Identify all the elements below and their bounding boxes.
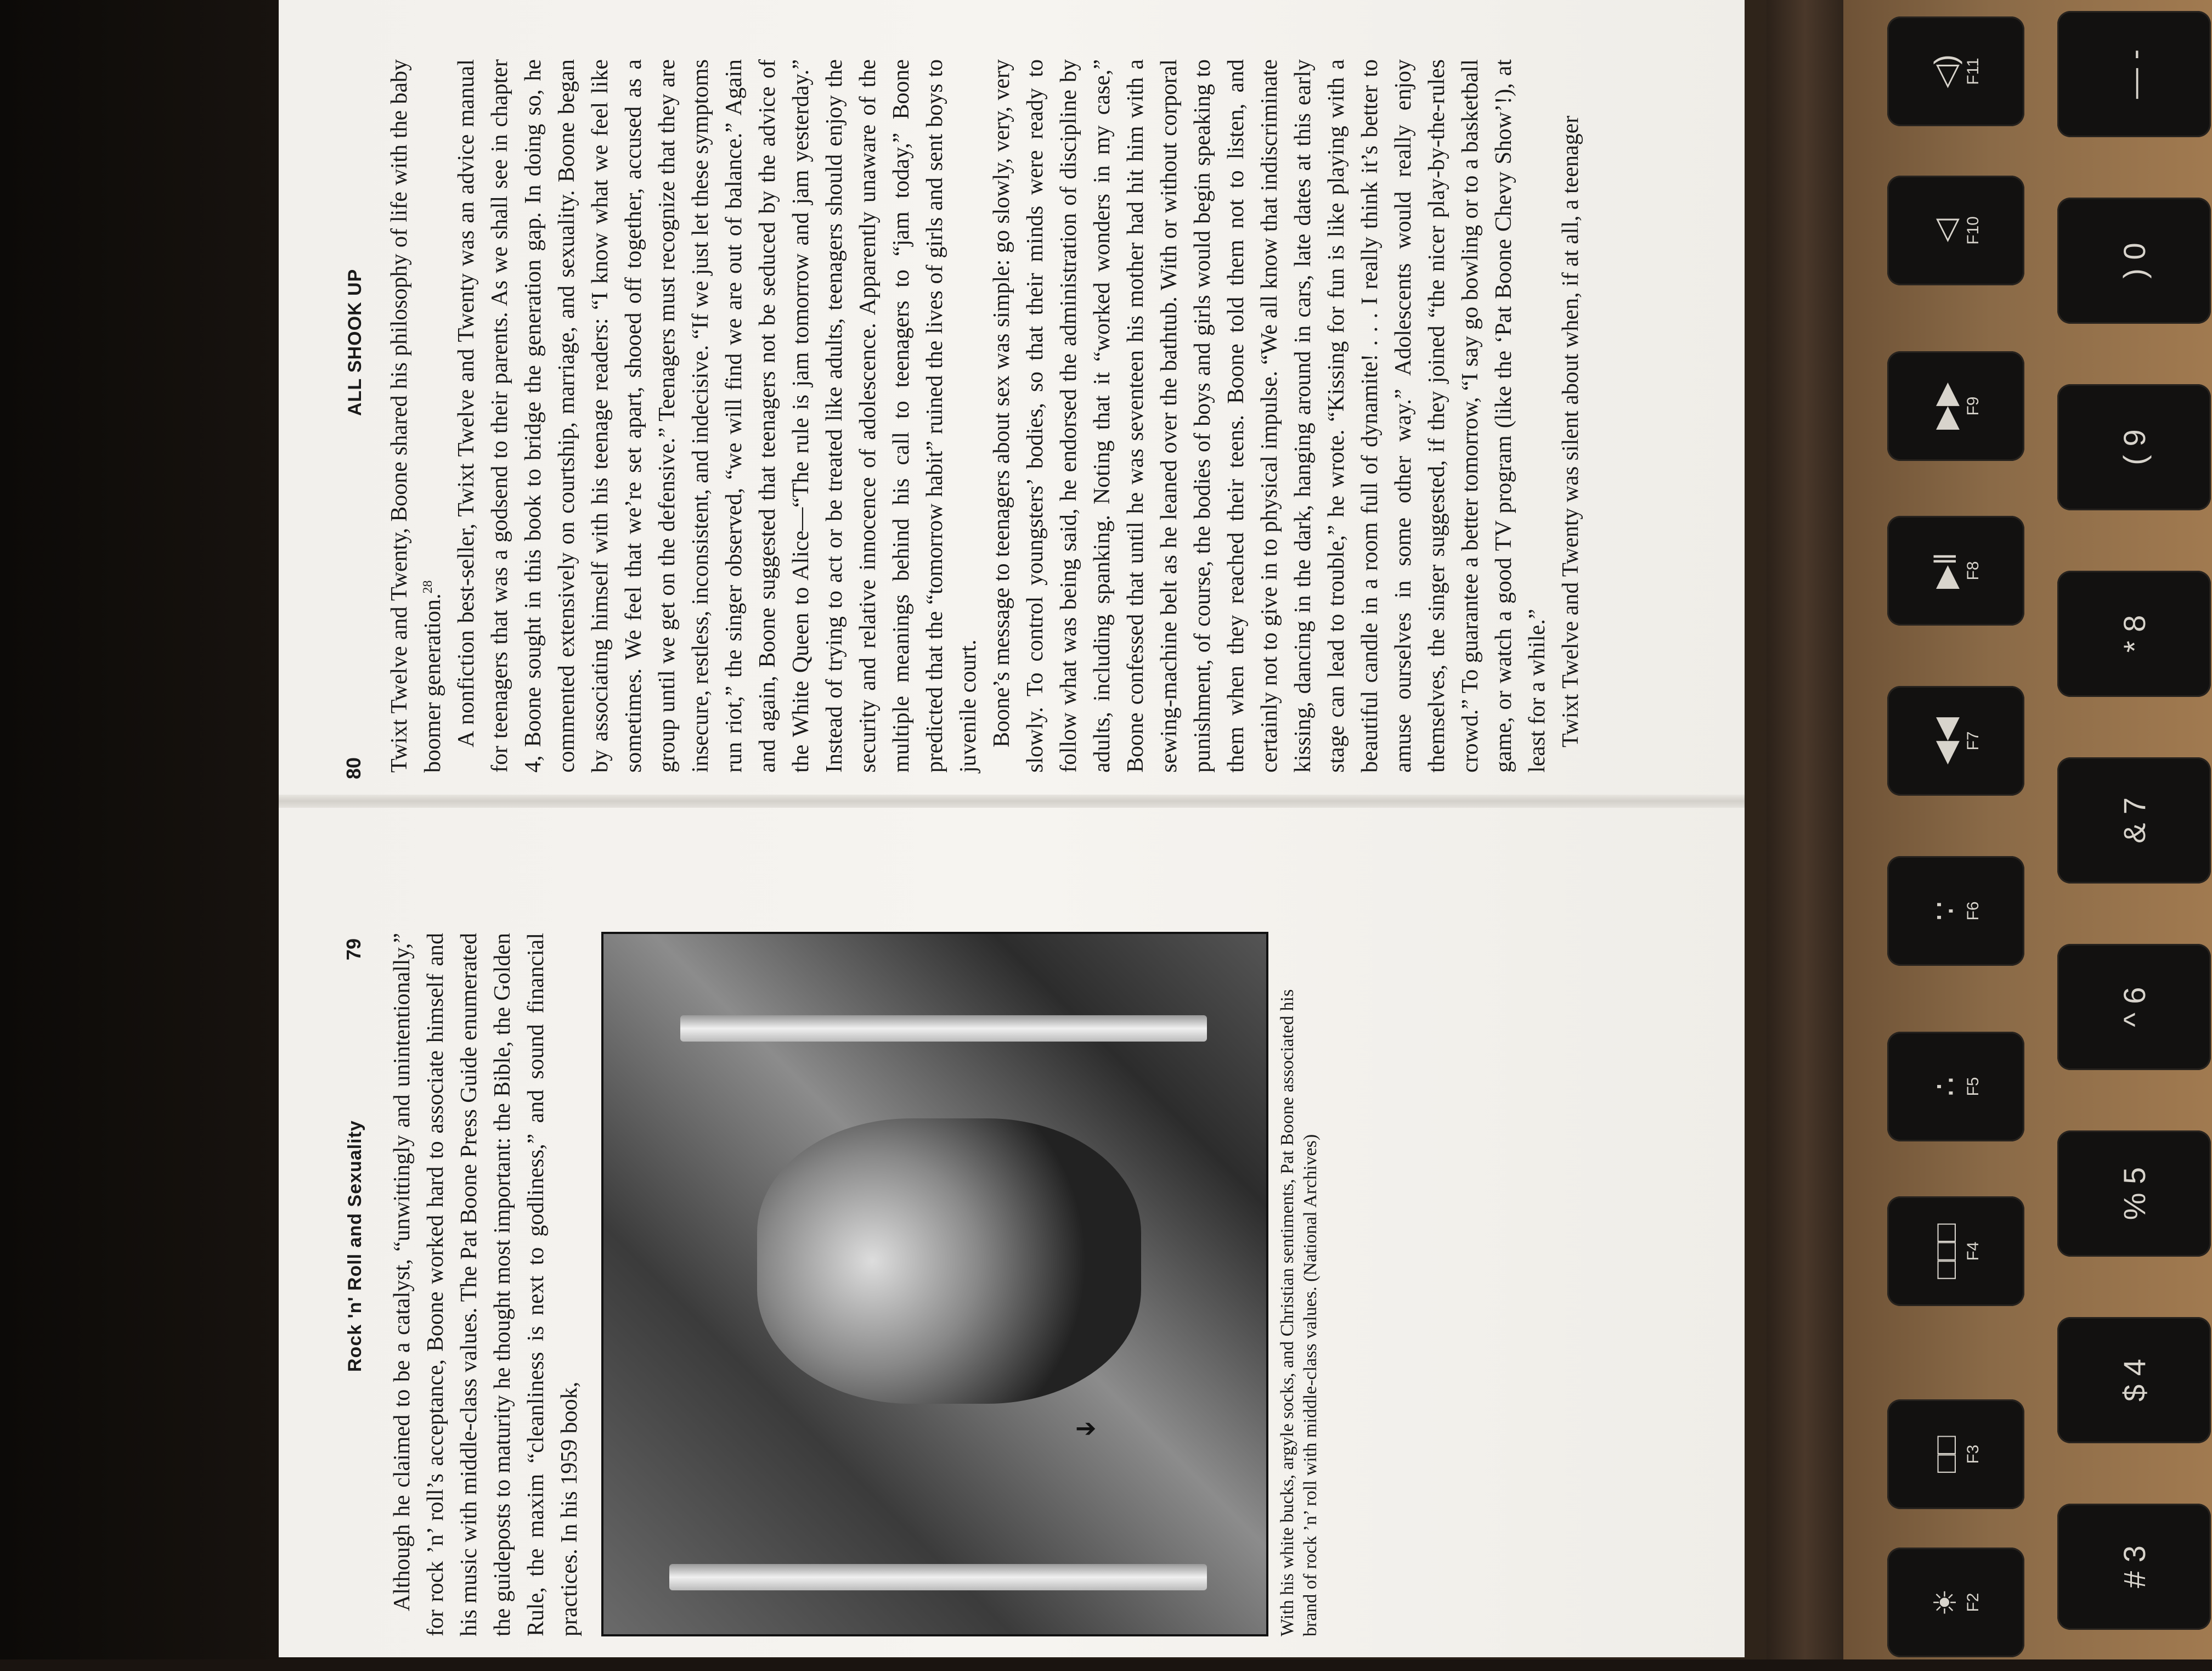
book-spread	[279, 0, 1745, 1657]
f2-key[interactable]: ☀ F2	[1887, 1548, 2024, 1657]
photo-pillar	[669, 1564, 1207, 1590]
brightness-up-icon: ☀	[1928, 1588, 1962, 1617]
left-body-text	[386, 933, 586, 1636]
photo	[601, 932, 1268, 1636]
f10-key[interactable]: ◁ F10	[1887, 176, 2024, 285]
key-7[interactable]: & 7	[2057, 757, 2211, 884]
key-3[interactable]: # 3	[2057, 1504, 2211, 1630]
key-minus[interactable]: — -	[2057, 11, 2211, 137]
f6-key[interactable]: ∵ F6	[1887, 856, 2024, 966]
f9-key[interactable]: ▶▶ F9	[1887, 351, 2024, 461]
volume-down-icon: ◁)	[1928, 54, 1962, 88]
running-head-right: ALL SHOOK UP	[345, 268, 365, 416]
play-pause-icon: ▶‖	[1928, 552, 1962, 589]
fast-forward-icon: ▶▶	[1928, 382, 1962, 430]
keyboard-backlight-down-icon: ∴	[1928, 1077, 1962, 1096]
key-0[interactable]: ) 0	[2057, 198, 2211, 324]
f4-key[interactable]: □□□ F4	[1887, 1196, 2024, 1306]
page-number-right: 80	[342, 757, 365, 779]
photo-caption: With his white bucks, argyle socks, and Christian sentiments, Pat Boone associated his brand of rock ’n’ roll with middle-class values. (National Archives)	[1277, 989, 1321, 1636]
laptop-hinge	[1767, 0, 1843, 1659]
right-page	[279, 0, 1745, 795]
footnote-ref: 28	[421, 580, 435, 594]
key-5[interactable]: % 5	[2057, 1130, 2211, 1257]
key-9[interactable]: ( 9	[2057, 384, 2211, 510]
mute-icon: ◁	[1928, 218, 1962, 243]
key-8[interactable]: * 8	[2057, 571, 2211, 697]
key-4[interactable]: $ 4	[2057, 1317, 2211, 1443]
mouse-pointer-icon: ➔	[1075, 1413, 1097, 1443]
f8-key[interactable]: ▶‖ F8	[1887, 516, 2024, 626]
left-page	[279, 801, 1745, 1657]
paragraph: Although he claimed to be a catalyst, “unwittingly and unintentionally,” for rock ’n’ roll’s acceptance, Boone worked hard to associate himself and his music with middle-class values. The Pat Boone Press Guide enumerated the guideposts to maturity he thought most important: the Bible, the Golden Rule, the maxim “cleanliness is next to godliness,” and sound financial practices. In his 1959 book,	[390, 933, 582, 1636]
photo-pillar	[680, 1015, 1207, 1042]
rewind-icon: ◀◀	[1928, 717, 1962, 765]
right-body-text	[383, 59, 1588, 773]
page-number-left: 79	[342, 938, 365, 960]
f7-key[interactable]: ◀◀ F7	[1887, 686, 2024, 796]
paragraph: Twixt Twelve and Twenty was silent about when, if at all, a teenager	[1558, 115, 1583, 747]
paragraph: A nonfiction best-seller, Twixt Twelve and Twenty was an advice manual for teenagers that was a godsend to their parents. As we shall see in chapter 4, Boone sought in this book to bridge the generation gap. In doing so, he commented extensively on courtship, marriage, and sexuality. Boone began by associating himself with his teenage readers: “I know what we feel like sometimes. We feel that we’re set apart, shooed off together, accused as a group until we get on the defensive.” Teenagers must recognize that they are insecure, restless, inconsistent, and indecisive. “If we just let these symptoms run riot,” the singer observed, “we will find we are out of balance.” Again and again, Boone suggested that teenagers not be seduced by the advice of the White Queen to Alice—“The rule is jam tomorrow and jam yesterday.” Instead of trying to act or be treated like adults, teenagers should enjoy the security and relative innocence of adolescence. Apparently unaware of the multiple meanings behind his call to teenagers to “jam today,” Boone predicted that the “tomorrow habit” ruined the lives of girls and sent boys to juvenile court.	[454, 59, 981, 773]
photo-figure	[757, 1118, 1141, 1404]
mission-control-icon: □□	[1928, 1436, 1962, 1473]
paragraph: Boone’s message to teenagers about sex was simple: go slowly, very, very slowly. To control youngsters’ bodies, so that their minds were ready to follow what was being said, he endorsed the administration of discipline by adults, including spanking. Noting that it “worked wonders in my case,” Boone confessed that until he was seventeen his mother had hit him with a sewing-machine belt as he leaned over the bathtub. With or without corporal punishment, of course, the bodies of boys and girls would begin speaking to them when they reached their teens. Boone told them not to listen, and certainly not to give in to physical impulse. “We all know that indiscriminate kissing, dancing in the dark, hanging around in cars, late dates at this early stage can lead to trouble,” he wrote. “Kissing for fun is like playing with a beautiful candle in a room full of dynamite! . . . I really think it’s better to amuse ourselves in some other way.” Adolescents would really enjoy themselves, the singer suggested, if they joined “the nicer play-by-the-rules crowd.” To guarantee a better tomorrow, “I say go bowling or to a basketball game, or watch a good TV program (like the ‘Pat Boone Chevy Show’!), at least for a while.”	[989, 59, 1550, 773]
f5-key[interactable]: ∴ F5	[1887, 1032, 2024, 1141]
running-head-left: Rock 'n' Roll and Sexuality	[345, 1120, 365, 1372]
key-6[interactable]: ^ 6	[2057, 944, 2211, 1070]
launchpad-icon: □□□	[1928, 1223, 1962, 1279]
f3-key[interactable]: □□ F3	[1887, 1399, 2024, 1509]
keyboard-backlight-up-icon: ∵	[1928, 901, 1962, 921]
paragraph: Twixt Twelve and Twenty, Boone shared his philosophy of life with the baby boomer generation.$^{28}$	[387, 59, 445, 773]
f11-key[interactable]: ◁) F11	[1887, 16, 2024, 126]
